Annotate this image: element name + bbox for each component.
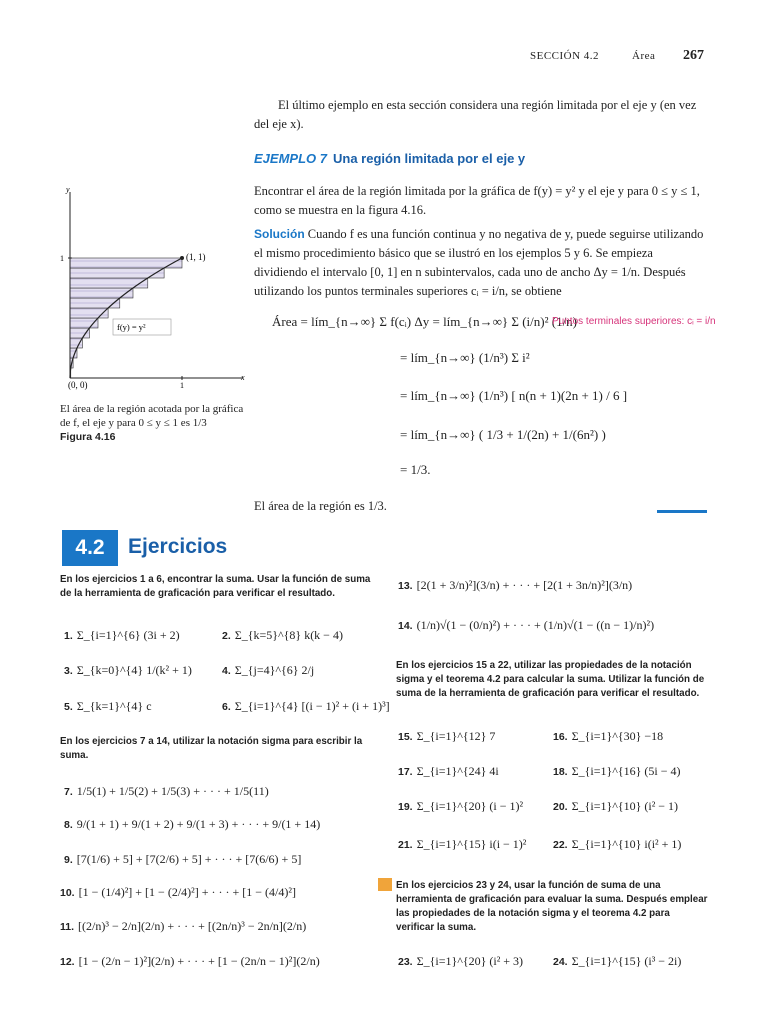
exercise-14-expr: (1/n)√(1 − (0/n)²) + · · · + (1/n)√(1 − ((n − 1)/n)²) <box>416 618 655 632</box>
exercise-1-expr: Σ_{i=1}^{6} (3i + 2) <box>76 628 180 642</box>
figure-caption: El área de la región acotada por la gráfica de f, el eje y para 0 ≤ y ≤ 1 es 1/3 <box>60 403 244 429</box>
exercise-7-expr: 1/5(1) + 1/5(2) + 1/5(3) + · · · + 1/5(11) <box>76 784 269 798</box>
figure-4-16-graph <box>55 180 255 395</box>
exercise-4: 4. Σ_{j=4}^{6} 2/j <box>222 663 315 677</box>
y-tick-label: 1 <box>60 254 64 263</box>
x-axis-label: x <box>241 373 245 382</box>
exercise-16: 16. Σ_{i=1}^{30} −18 <box>553 729 664 743</box>
riemann-rectangle <box>70 298 120 308</box>
exercise-3-expr: Σ_{k=0}^{4} 1/(k² + 1) <box>76 663 192 677</box>
exercise-9-expr: [7(1/6) + 5] + [7(2/6) + 5] + · · · + [7(6/6) + 5] <box>76 852 302 866</box>
exercise-12-expr: [1 − (2/n − 1)²](2/n) + · · · + [1 − (2n/n − 1)²](2/n) <box>78 954 320 968</box>
figure-number: Figura 4.16 <box>60 431 116 443</box>
riemann-rectangles <box>70 258 182 378</box>
equation-line-5: = 1/3. <box>400 462 431 477</box>
exercise-8: 8. 9/(1 + 1) + 9/(1 + 2) + 9/(1 + 3) + · · · + 9/(1 + 14) <box>64 817 321 831</box>
exercise-8-expr: 9/(1 + 1) + 9/(1 + 2) + 9/(1 + 3) + · · · + 9/(1 + 14) <box>76 817 321 831</box>
equation-line-4: = lím_{n→∞} ( 1/3 + 1/(2n) + 1/(6n²) ) <box>400 427 606 442</box>
exercise-6: 6. Σ_{i=1}^{4} [(i − 1)² + (i + 1)³] <box>222 699 390 713</box>
solution-text: Cuando f es una función continua y no negativa de y, puede seguirse utilizando el mismo procedimiento básico que se ilustró en los ejemplos 5 y 6. Se empieza dividiendo el intervalo [0, 1] en n subintervalos, cada uno de ancho Δy = 1/n. Después utilizando los puntos terminales superiores cᵢ = i/n, se obtiene <box>254 227 704 298</box>
intro-paragraph: El último ejemplo en esta sección considera una región limitada por el eje y (en vez del eje x). <box>254 98 697 131</box>
exercise-17-expr: Σ_{i=1}^{24} 4i <box>416 764 499 778</box>
riemann-rectangle <box>70 258 182 268</box>
exercise-11: 11. [(2/n)³ − 2/n](2/n) + · · · + [(2n/n)³ − 2n/n](2/n) <box>60 919 307 933</box>
riemann-rectangle <box>70 328 89 338</box>
instructions-23-24: En los ejercicios 23 y 24, usar la función de suma de una herramienta de graficación para evaluar la suma. Después emplear las propiedades de la notación sigma y el teorema 4.2 para verificar la suma. <box>396 880 708 933</box>
exercise-3: 3. Σ_{k=0}^{4} 1/(k² + 1) <box>64 663 192 677</box>
graphing-utility-icon <box>378 878 392 891</box>
exercise-17: 17. Σ_{i=1}^{24} 4i <box>398 764 499 778</box>
exercises-title: Ejercicios <box>128 535 228 558</box>
exercise-13: 13. [2(1 + 3/n)²](3/n) + · · · + [2(1 + 3n/n)²](3/n) <box>398 578 633 592</box>
running-header-section: SECCIÓN 4.2 <box>530 50 600 62</box>
instructions-15-22: En los ejercicios 15 a 22, utilizar las propiedades de la notación sigma y el teorema 4.2 para calcular la suma. Utilizar la función de suma de la herramienta de graficación para verificar el resultado. <box>396 660 705 699</box>
equation-line-1: Área = lím_{n→∞} Σ f(cᵢ) Δy = lím_{n→∞} Σ (i/n)² (1/n) <box>272 314 578 329</box>
y-axis-label: y <box>66 185 70 194</box>
exercise-12: 12. [1 − (2/n − 1)²](2/n) + · · · + [1 − (2n/n − 1)²](2/n) <box>60 954 320 968</box>
example-conclusion: El área de la región es 1/3. <box>254 499 387 513</box>
exercise-2-expr: Σ_{k=5}^{8} k(k − 4) <box>234 628 343 642</box>
exercise-14: 14. (1/n)√(1 − (0/n)²) + · · · + (1/n)√(1 − ((n − 1)/n)²) <box>398 618 655 632</box>
exercise-16-expr: Σ_{i=1}^{30} −18 <box>571 729 664 743</box>
exercise-23-expr: Σ_{i=1}^{20} (i² + 3) <box>416 954 524 968</box>
riemann-rectangle <box>70 288 133 298</box>
exercise-20: 20. Σ_{i=1}^{10} (i² − 1) <box>553 799 679 813</box>
exercise-4-expr: Σ_{j=4}^{6} 2/j <box>234 663 315 677</box>
exercise-2: 2. Σ_{k=5}^{8} k(k − 4) <box>222 628 343 642</box>
example-label: EJEMPLO 7 <box>254 151 327 166</box>
solution-label: Solución <box>254 227 305 241</box>
origin-label: (0, 0) <box>68 380 88 390</box>
exercise-20-expr: Σ_{i=1}^{10} (i² − 1) <box>571 799 679 813</box>
exercise-22: 22. Σ_{i=1}^{10} i(i² + 1) <box>553 837 682 851</box>
x-tick-label: 1 <box>180 381 184 390</box>
example-title: Una región limitada por el eje y <box>333 151 526 166</box>
exercise-5: 5. Σ_{k=1}^{4} c <box>64 699 152 713</box>
exercise-10: 10. [1 − (1/4)²] + [1 − (2/4)²] + · · · + [1 − (4/4)²] <box>60 885 296 899</box>
point-1-1 <box>180 256 184 260</box>
exercise-13-expr: [2(1 + 3/n)²](3/n) + · · · + [2(1 + 3n/n)²](3/n) <box>416 578 633 592</box>
exercise-19: 19. Σ_{i=1}^{20} (i − 1)² <box>398 799 524 813</box>
point-label: (1, 1) <box>186 252 206 262</box>
instructions-7-14: En los ejercicios 7 a 14, utilizar la notación sigma para escribir la suma. <box>60 736 363 761</box>
exercise-23: 23. Σ_{i=1}^{20} (i² + 3) <box>398 954 524 968</box>
exercise-19-expr: Σ_{i=1}^{20} (i − 1)² <box>416 799 524 813</box>
exercise-5-expr: Σ_{k=1}^{4} c <box>76 699 152 713</box>
riemann-rectangle <box>70 338 82 348</box>
example-statement: Encontrar el área de la región limitada por la gráfica de f(y) = y² y el eje y para 0 ≤ y ≤ 1, como se muestra en la figura 4.16. <box>254 184 700 217</box>
equation-line-2: = lím_{n→∞} (1/n³) Σ i² <box>400 350 530 365</box>
exercise-11-expr: [(2/n)³ − 2/n](2/n) + · · · + [(2n/n)³ − 2n/n](2/n) <box>78 919 307 933</box>
exercise-15: 15. Σ_{i=1}^{12} 7 <box>398 729 496 743</box>
page-number: 267 <box>683 48 704 63</box>
exercise-10-expr: [1 − (1/4)²] + [1 − (2/4)²] + · · · + [1 − (4/4)²] <box>78 885 296 899</box>
exercise-15-expr: Σ_{i=1}^{12} 7 <box>416 729 496 743</box>
exercise-18: 18. Σ_{i=1}^{16} (5i − 4) <box>553 764 681 778</box>
solution-block <box>254 225 706 301</box>
margin-note: Puntos terminales superiores: cᵢ = i/n <box>552 316 716 327</box>
exercise-22-expr: Σ_{i=1}^{10} i(i² + 1) <box>571 837 682 851</box>
exercise-1: 1. Σ_{i=1}^{6} (3i + 2) <box>64 628 180 642</box>
exercise-21-expr: Σ_{i=1}^{15} i(i − 1)² <box>416 837 527 851</box>
instructions-1-6: En los ejercicios 1 a 6, encontrar la suma. Usar la función de suma de la herramienta de graficación para verificar el resultado. <box>60 574 371 599</box>
equation-line-3: = lím_{n→∞} (1/n³) [ n(n + 1)(2n + 1) / 6 ] <box>400 388 628 403</box>
function-label: f(y) = y² <box>117 322 146 332</box>
exercise-18-expr: Σ_{i=1}^{16} (5i − 4) <box>571 764 681 778</box>
exercise-24-expr: Σ_{i=1}^{15} (i³ − 2i) <box>571 954 682 968</box>
exercise-21: 21. Σ_{i=1}^{15} i(i − 1)² <box>398 837 527 851</box>
exercise-7: 7. 1/5(1) + 1/5(2) + 1/5(3) + · · · + 1/5(11) <box>64 784 269 798</box>
section-number-box: 4.2 <box>62 530 118 566</box>
exercise-6-expr: Σ_{i=1}^{4} [(i − 1)² + (i + 1)³] <box>234 699 390 713</box>
end-of-example-rule <box>657 510 707 513</box>
exercise-24: 24. Σ_{i=1}^{15} (i³ − 2i) <box>553 954 682 968</box>
exercise-9: 9. [7(1/6) + 5] + [7(2/6) + 5] + · · · + [7(6/6) + 5] <box>64 852 302 866</box>
running-header-topic: Área <box>632 50 656 62</box>
